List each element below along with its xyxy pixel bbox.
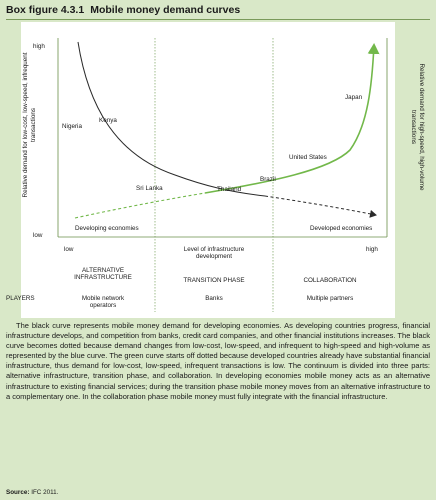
country-united-states: United States (289, 154, 327, 161)
figure-title-text: Mobile money demand curves (90, 4, 241, 16)
player-banks: Banks (205, 295, 223, 302)
y-axis-low-label: low (33, 232, 43, 239)
country-sri-lanka: Sri Lanka (136, 185, 163, 192)
country-kenya: Kenya (99, 117, 117, 124)
figure-number: Box figure 4.3.1 (6, 4, 85, 16)
y-axis-high-label: high (33, 43, 45, 50)
player-mobile-network-operators: Mobile network operators (81, 295, 125, 310)
x-axis-high-label: high (366, 246, 378, 253)
x-axis-low-label: low (64, 246, 74, 253)
country-nigeria: Nigeria (62, 123, 82, 130)
label-developing-economies: Developing economies (75, 225, 139, 232)
country-thailand: Thailand (217, 186, 242, 193)
phase-transition: TRANSITION PHASE (183, 277, 245, 284)
source-text: IFC 2011. (31, 489, 59, 496)
country-brazil: Brazil (260, 176, 276, 183)
label-developed-economies: Developed economies (310, 225, 373, 232)
source-label: Source: (6, 489, 30, 496)
player-multiple-partners: Multiple partners (306, 295, 354, 302)
players-label: PLAYERS (6, 295, 35, 302)
phase-collaboration: COLLABORATION (303, 277, 357, 284)
y-axis-right-label: Relative demand for high-speed, high-volume transactions (410, 63, 425, 191)
y-axis-label: Relative demand for low-cost, low-speed, infrequent transactions (22, 52, 37, 198)
country-japan: Japan (345, 94, 363, 101)
source-note (6, 489, 58, 496)
phase-alternative-infrastructure: ALTERNATIVE INFRASTRUCTURE (74, 267, 132, 282)
x-axis-label: Level of infrastructure development (183, 246, 245, 261)
explanation-paragraph: The black curve represents mobile money demand for developing economies. As developing countries progress, financial infrastructure develops, and competition from banks, credit card companies, and other financial institutions increases. The black curve becomes dotted because demand changes from low-cost, low-speed, and infrequent to high-speed and high-volume as represented by the blue curve. The green curve starts off dotted because developed countries already have substantial financial infrastructure, thus demand for low-cost, low-speed, infrequent transactions is low. The continuum is divided into three parts: alternative infrastructure, transition phase, and collaboration. In developing economies mobile money acts as an alternative infrastructure to existing financial services; during the transition phase mobile money moves from an alternative infrastructure to a complementary one. In the collaboration phase mobile money must fully integrate with the financial infrastructure. (6, 321, 430, 401)
